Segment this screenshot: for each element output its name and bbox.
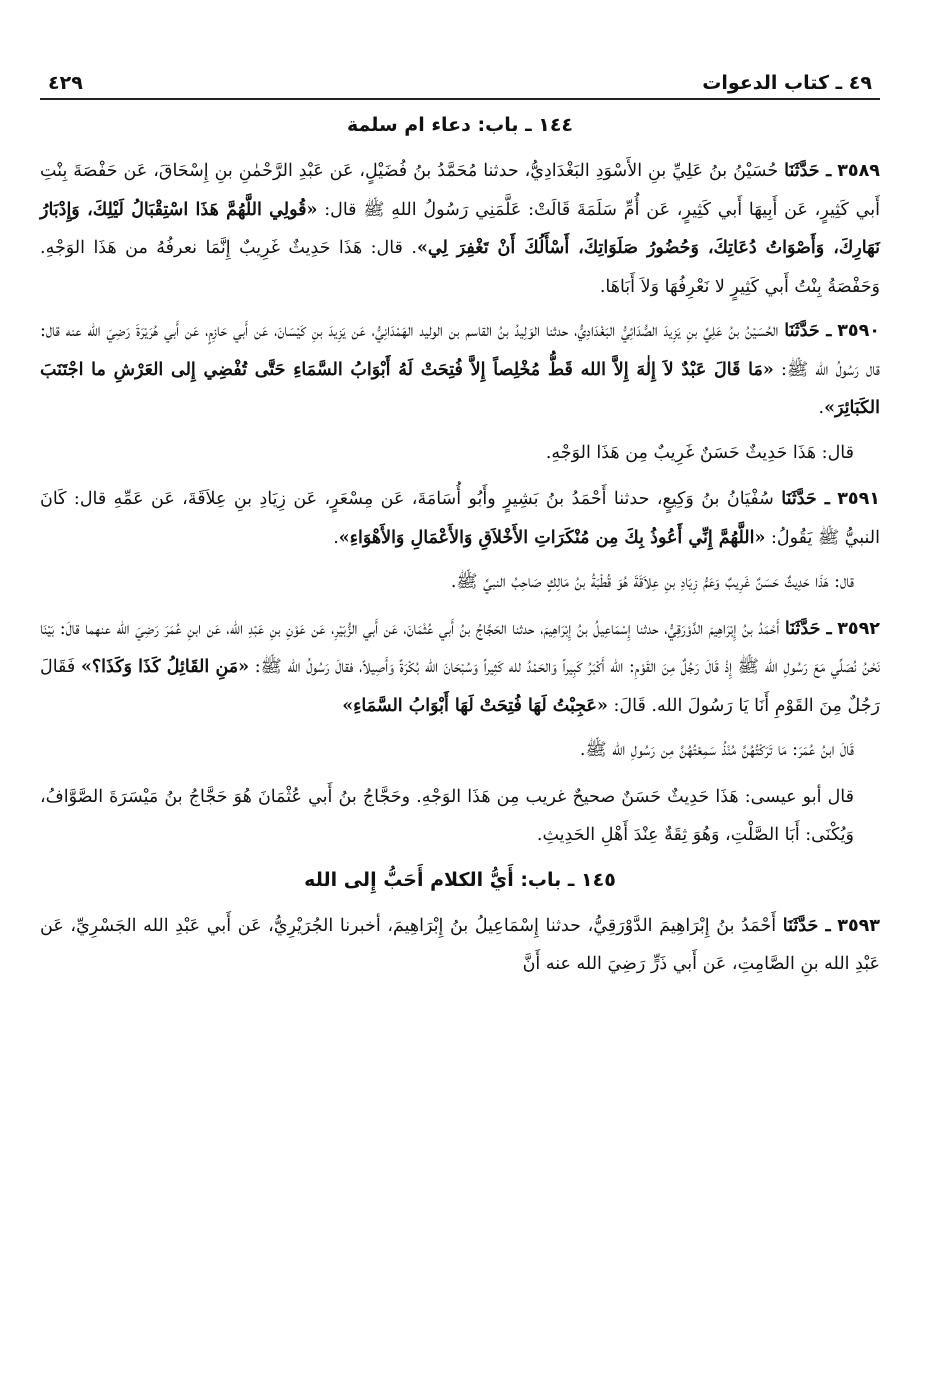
hadith-matn: «قُولِي اللَّهُمَّ هَذَا اسْتِقْبَالُ لَيْلِكَ، وَإِدْبَارُ نَهَارِكَ، وَأَصْوَاتُ دُعَاتِكَ، وَحُضُورُ صَلَوَاتِكَ، أَسْأَلُكَ أَنْ تَغْفِرَ لِي»	[40, 199, 880, 258]
hadith-number: ٣٥٩٣	[837, 915, 880, 936]
hadith-3591-comment: قال: هَذَا حَدِيثٌ حَسَنٌ غَرِيبٌ وَعَمُّ زِيَادِ بنِ عِلاَقَةَ هُوَ قُطْبَةُ بنُ مَالِكٍ صَاحِبُ النبيِّ ﷺ.	[450, 572, 854, 592]
hadith-narration: فَقَالَ رَجُلٌ مِنَ القَوْمِ أَنَا يَا رَسُولَ الله. قَالَ:	[40, 657, 880, 716]
hadith-3590	[40, 312, 880, 428]
hadith-3592-comment-abu-isa: قال أبو عيسى: هَذَا حَدِيثٌ حَسَنٌ صحيحٌ غريب مِن هَذَا الوَجْهِ. وحَجَّاجُ بنُ أَبي عُثْمَانَ هُوَ حَجَّاجُ بنُ مَيْسَرَةَ الصَّوَّافُ، وَيُكْنَى: أَبَا الصَّلْتِ، وَهُوَ ثِقَةٌ عِنْدَ أَهْلِ الحَدِيثِ.	[40, 786, 854, 845]
section-145-title: ١٤٥ ـ باب: أَيُّ الكلام أَحَبُّ إِلى الله	[304, 868, 616, 891]
hadith-number: ٣٥٩٢	[837, 618, 880, 639]
book-page	[40, 50, 880, 990]
page-header	[40, 50, 880, 98]
hadith-matn: «اللَّهُمَّ إِنِّي أَعُوذُ بِكَ مِن مُنْكَرَاتِ الأَخْلاَقِ وَالأَعْمَالِ وَالأَهْوَاءِ»	[338, 527, 766, 548]
hadith-number: ٣٥٩٠	[837, 321, 880, 341]
hadith-3592	[40, 610, 880, 726]
hadith-3593	[40, 907, 880, 984]
hadith-end: .	[818, 398, 825, 418]
hadith-chain: حُسَيْنُ بنُ عَلِيِّ بنِ الأَسْوَدِ البَغْدَادِيُّ، حدثنا مُحَمَّدُ بنُ فُضَيْلٍ، عَن عَبْدِ الرَّحْمٰنِ بنِ إِسْحَاقَ، عَن حَفْصَةَ بِنْتِ أَبي كَثِيرٍ، عَن أَبِيهَا أَبي كَثِيرٍ، عَن أُمِّ سَلَمَةَ قَالَتْ: عَلَّمَنِي رَسُولُ اللهِ ﷺ قال:	[40, 161, 880, 220]
hadith-3592-comment-ibn-umar: قَالَ ابنُ عُمَرَ: مَا تَرَكْتُهُنَّ مُنْذُ سَمِعْتُهُنَّ مِن رَسُولِ الله ﷺ.	[579, 740, 854, 760]
hadith-chain: سُفْيَانُ بنُ وَكِيعٍ، حدثنا أَحْمَدُ بنُ بَشِيرٍ وأَبُو أُسَامَةَ، عَن مِسْعَرٍ، عَن زِيَادِ بنِ عِلاَقَةَ، عَن عَمِّهِ قال: كَانَ النبيُّ ﷺ يَقُولُ:	[40, 489, 880, 548]
section-144-title: ١٤٤ ـ باب: دعاء ام سلمة	[346, 114, 574, 136]
hadith-number: ٣٥٨٩	[837, 161, 880, 181]
hadith-matn-question: «مَنِ القَائِلُ كَذَا وَكَذَا؟»	[80, 657, 250, 677]
header-rule	[40, 98, 880, 100]
page-number: ٤٢٩	[48, 72, 83, 94]
hadith-matn: «مَا قَالَ عَبْدٌ لاَ إِلٰهَ إِلاَّ الله قَطُّ مُخْلِصاً إِلاَّ فُتِحَتْ لَهُ أَبْوَابُ السَّمَاءِ حَتَّى تُفْضِي إِلى العَرْشِ ما اجْتَنَبَ الكَبَائِرَ»	[40, 359, 880, 418]
haddathana: ـ حَدَّثَنَا	[781, 489, 830, 509]
haddathana: ـ حَدَّثَنَا	[782, 915, 831, 936]
haddathana: ـ حَدَّثَنَا	[784, 161, 832, 181]
hadith-chain: أَحْمَدُ بنُ إِبْرَاهِيمَ الدَّوْرَقِيُّ، حدثنا إِسْمَاعِيلُ بنُ إِبْرَاهِيمَ، أخبرنا الجُرَيْرِيُّ، عَن أَبي عَبْدِ الله الجَسْرِيِّ، عَن عَبْدِ الله بنِ الصَّامِتِ، عَن أَبي ذَرٍّ رَضِيَ الله عنه أَنَّ	[40, 915, 880, 974]
chapter-heading: ٤٩ ـ كتاب الدعوات	[702, 72, 872, 94]
hadith-number: ٣٥٩١	[837, 489, 880, 509]
haddathana: ـ حَدَّثَنَا	[784, 321, 832, 341]
hadith-grading: . قال: هَذَا حَدِيثٌ غَرِيبٌ إِنَّمَا نعرفُهُ من هَذَا الوَجْهِ. وَحَفْصَةُ بِنْتُ أَبي كَثِيرٍ لا نَعْرِفُهَا وَلاَ أَبَاهَا.	[40, 238, 880, 297]
hadith-3591	[40, 480, 880, 557]
hadith-3589	[40, 152, 880, 306]
haddathana: ـ حَدَّثَنَا	[784, 618, 832, 639]
hadith-3590-comment: قال: هَذَا حَدِيثٌ حَسَنٌ غَرِيبٌ مِن هَذَا الوَجْهِ.	[545, 442, 854, 463]
hadith-matn-answer: «عَجِبْتُ لَهَا فُتِحَتْ لَهَا أَبْوَابُ السَّمَاءِ»	[342, 695, 608, 716]
hadith-chain: الحُسَيْنُ بنُ عَلِيِّ بنِ يَزِيدَ الصُّدَائِيُّ البَغْدَادِيُّ، حدثنا الوَلِيدُ بنُ القاسم بن الوليد الهَمْدَانِيُّ، عَن يَزِيدَ بنِ كَيْسَانَ، عَن أَبي حَازِمٍ، عَن أَبي هُرَيْرَةَ رَضِيَ الله عنه قال: قال رَسُولُ الله ﷺ:	[40, 321, 880, 380]
hadith-chain: أَحْمَدُ بنُ إِبْرَاهِيمَ الدَّوْرَقِيُّ، حدثنا إِسْمَاعِيلُ بنُ إِبْرَاهِيمَ، حدثنا الحَجَّاجُ بنُ أَبي عُثْمَانَ، عَن أَبي الزُّبَيْرِ، عَن عَوْنِ بنِ عَبْدِ الله، عَن ابنِ عُمَرَ رَضِيَ الله عنهما قالَ: بَيْنَا نَحْنُ نُصَلِّي مَعَ رَسُولِ الله ﷺ إِذْ قَالَ رَجُلٌ مِنَ القَوْمِ: الله أَكْبَرُ كَبِيراً وَالحَمْدُ لله كَثِيراً وَسُبْحَانَ الله بُكْرَةً وَأَصِيلاً، فقالَ رَسُولُ الله ﷺ:	[40, 618, 880, 677]
hadith-end: .	[333, 527, 339, 548]
